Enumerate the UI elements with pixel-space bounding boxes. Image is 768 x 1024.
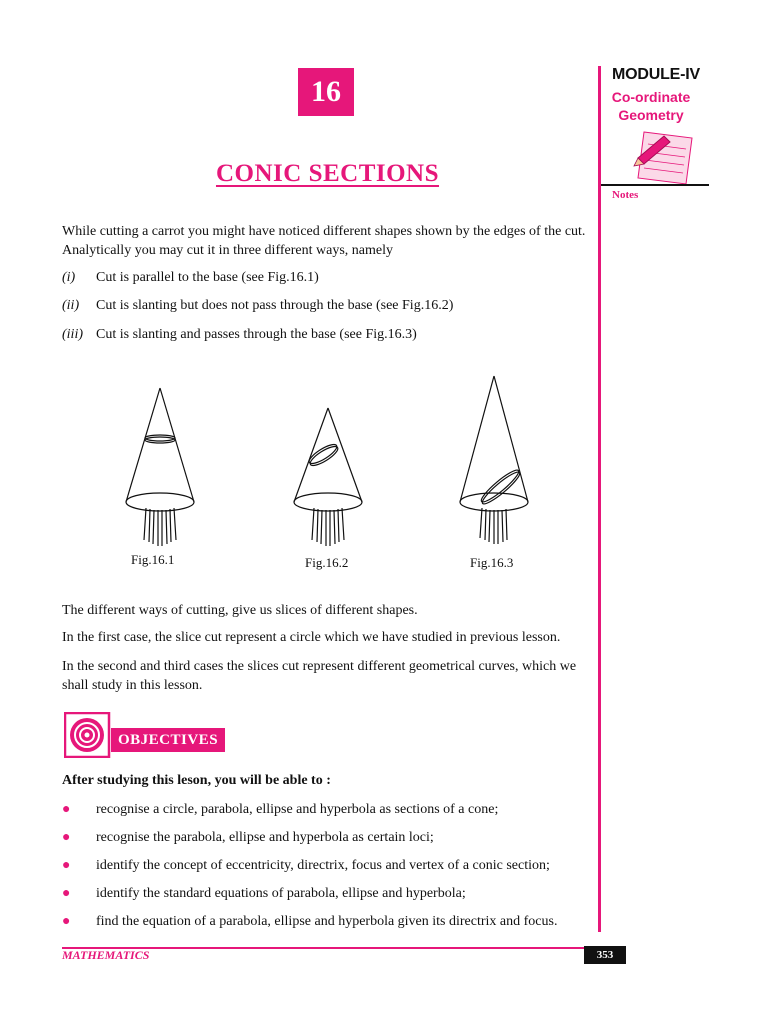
- objectives-intro: After studying this leson, you will be able to :: [62, 773, 331, 788]
- list-text: Cut is slanting but does not pass through the base (see Fig.16.2): [96, 298, 454, 313]
- margin-rule: [598, 66, 601, 932]
- module-label: MODULE-IV: [612, 66, 700, 83]
- cone-figure-3: [454, 370, 534, 550]
- list-number: (iii): [62, 327, 83, 342]
- list-item: [62, 912, 592, 931]
- list-number: (ii): [62, 298, 80, 313]
- objectives-heading: OBJECTIVES: [111, 728, 225, 752]
- list-item: [62, 325, 592, 344]
- list-number: (i): [62, 270, 76, 285]
- cone-figure-2: [288, 400, 368, 550]
- footer-subject: MATHEMATICS: [62, 948, 150, 962]
- intro-paragraph: While cutting a carrot you might have noticed different shapes shown by the edges of the cut. Analytically you may cut it in three different ways, namely: [62, 224, 586, 258]
- list-item: [62, 296, 592, 315]
- list-text: Cut is slanting and passes through the base (see Fig.16.3): [96, 327, 417, 342]
- subject-line-1: Co-ordinate: [611, 89, 691, 105]
- list-item: [62, 856, 592, 875]
- list-text: Cut is parallel to the base (see Fig.16.1): [96, 270, 319, 285]
- body-paragraph: The different ways of cutting, give us slices of different shapes.: [62, 603, 418, 618]
- figure-caption: Fig.16.1: [131, 552, 175, 567]
- bullet-icon: ●: [62, 914, 71, 929]
- bullet-icon: ●: [62, 802, 71, 817]
- figure-caption: Fig.16.3: [470, 555, 514, 570]
- cone-figure-1: [120, 380, 200, 550]
- list-item: [62, 268, 592, 287]
- objective-text: identify the concept of eccentricity, directrix, focus and vertex of a conic section;: [96, 858, 550, 873]
- body-paragraph: In the second and third cases the slices cut represent different geometrical curves, which we shall study in this lesson.: [62, 659, 577, 693]
- objective-text: recognise the parabola, ellipse and hyperbola as certain loci;: [96, 830, 434, 845]
- notes-divider: [601, 184, 709, 186]
- list-item: [62, 800, 592, 819]
- body-paragraph: In the first case, the slice cut represent a circle which we have studied in previous lesson.: [62, 630, 561, 645]
- list-item: [62, 884, 592, 903]
- bullet-icon: ●: [62, 858, 71, 873]
- notes-label: Notes: [612, 189, 639, 201]
- page-number: 353: [584, 946, 626, 964]
- chapter-number: 16: [298, 68, 354, 116]
- target-icon: [64, 712, 112, 758]
- chapter-title: CONIC SECTIONS: [215, 160, 440, 187]
- list-item: [62, 828, 592, 847]
- bullet-icon: ●: [62, 830, 71, 845]
- pencil-notepad-icon: [630, 126, 700, 186]
- subject-line-2: Geometry: [618, 107, 684, 123]
- bullet-icon: ●: [62, 886, 71, 901]
- objective-text: identify the standard equations of parabola, ellipse and hyperbola;: [96, 886, 466, 901]
- figure-caption: Fig.16.2: [305, 555, 349, 570]
- objective-text: recognise a circle, parabola, ellipse and hyperbola as sections of a cone;: [96, 802, 499, 817]
- objective-text: find the equation of a parabola, ellipse and hyperbola given its directrix and focus.: [96, 914, 558, 929]
